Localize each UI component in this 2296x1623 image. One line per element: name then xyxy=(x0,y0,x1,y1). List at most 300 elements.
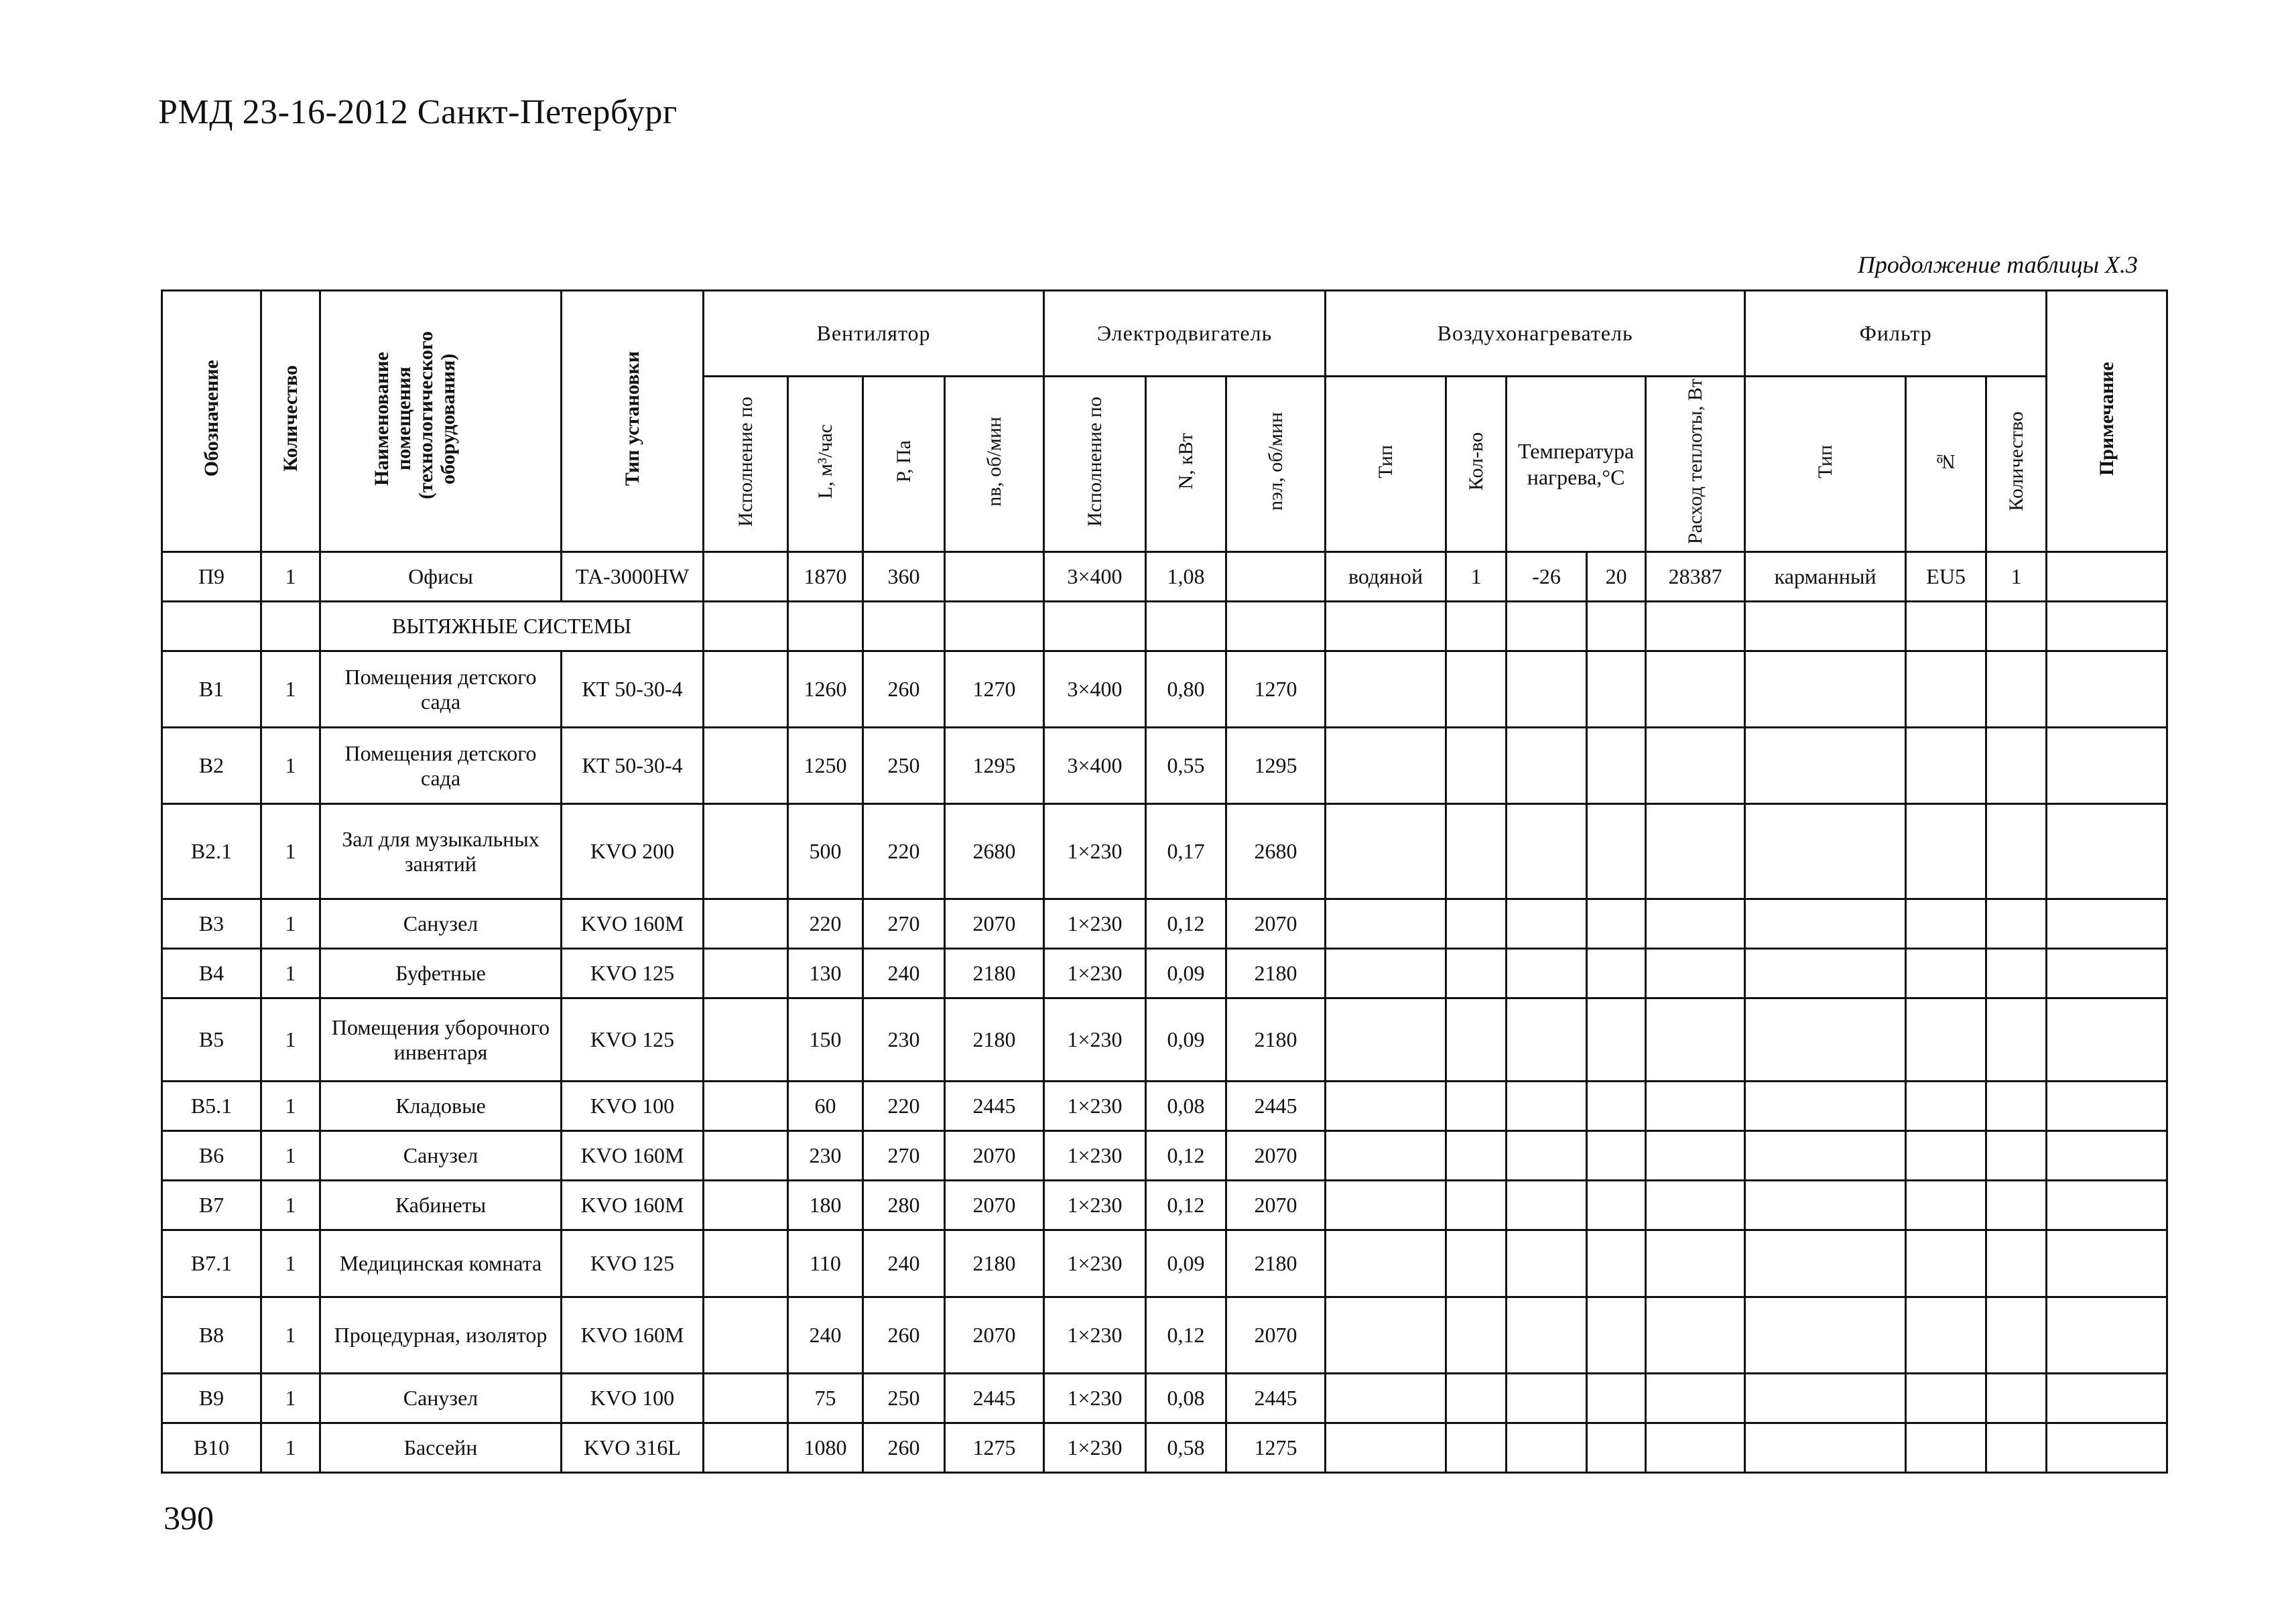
cell-fan-p: 260 xyxy=(863,651,945,728)
cell-id: П9 xyxy=(162,552,261,602)
cell-empty xyxy=(1507,1131,1587,1181)
cell-empty xyxy=(1507,1374,1587,1423)
cell-empty xyxy=(1507,1423,1587,1473)
cell-motor-speed: 1270 xyxy=(1226,651,1326,728)
cell-empty xyxy=(2047,949,2167,998)
cell-empty xyxy=(1986,728,2047,804)
cell-empty xyxy=(1326,1131,1446,1181)
cell-fan-exec xyxy=(704,949,788,998)
cell-empty xyxy=(2047,1230,2167,1297)
cell-empty xyxy=(1326,1082,1446,1131)
header-motor: Электродвигатель xyxy=(1044,291,1326,377)
cell-empty xyxy=(1906,1374,1986,1423)
cell-empty xyxy=(1446,1297,1507,1374)
cell-motor-speed: 2180 xyxy=(1226,1230,1326,1297)
page-number: 390 xyxy=(164,1499,214,1537)
cell-empty xyxy=(1326,728,1446,804)
cell-fan-p: 270 xyxy=(863,1131,945,1181)
header-quantity: Количество xyxy=(261,291,320,552)
cell-fan-exec xyxy=(704,1230,788,1297)
cell-motor-exec: 1×230 xyxy=(1044,1230,1146,1297)
table-row xyxy=(162,1297,2167,1374)
header-filter: Фильтр xyxy=(1745,291,2047,377)
cell-empty xyxy=(2047,1131,2167,1181)
cell-motor-power: 0,12 xyxy=(1146,1131,1226,1181)
cell-heater-flow: 28387 xyxy=(1646,552,1745,602)
cell-empty xyxy=(1507,651,1587,728)
section-title-exhaust: ВЫТЯЖНЫЕ СИСТЕМЫ xyxy=(320,602,704,651)
cell-empty xyxy=(1507,1082,1587,1131)
cell-empty xyxy=(1587,1423,1646,1473)
cell-unit: KVO 160M xyxy=(562,1181,704,1230)
table-row xyxy=(162,899,2167,949)
cell-fan-p: 250 xyxy=(863,1374,945,1423)
cell-fan-n: 2445 xyxy=(945,1374,1044,1423)
cell-fan-p: 220 xyxy=(863,804,945,899)
table-row xyxy=(162,1131,2167,1181)
cell-empty xyxy=(1587,998,1646,1082)
cell-qty: 1 xyxy=(261,899,320,949)
header-filter-count: Количество xyxy=(1986,377,2047,552)
cell-id: В5.1 xyxy=(162,1082,261,1131)
cell-motor-exec: 1×230 xyxy=(1044,1082,1146,1131)
cell-heater-count: 1 xyxy=(1446,552,1507,602)
cell-fan-n: 2180 xyxy=(945,949,1044,998)
cell-motor-power: 0,09 xyxy=(1146,949,1226,998)
cell-empty xyxy=(1326,1297,1446,1374)
cell-empty xyxy=(1507,949,1587,998)
cell-empty xyxy=(1507,1297,1587,1374)
cell-qty: 1 xyxy=(261,1082,320,1131)
header-unit-type: Тип установки xyxy=(562,291,704,552)
cell-empty xyxy=(2047,1082,2167,1131)
cell-filter-type: карманный xyxy=(1745,552,1906,602)
cell-fan-exec xyxy=(704,1374,788,1423)
cell-room: Буфетные xyxy=(320,949,562,998)
cell-empty xyxy=(1507,998,1587,1082)
cell-room: Бассейн xyxy=(320,1423,562,1473)
cell-empty xyxy=(2047,899,2167,949)
cell-fan-p: 240 xyxy=(863,1230,945,1297)
cell-qty: 1 xyxy=(261,1297,320,1374)
header-designation: Обозначение xyxy=(162,291,261,552)
cell-empty xyxy=(1646,1423,1745,1473)
cell-empty xyxy=(1906,804,1986,899)
cell-fan-l: 75 xyxy=(788,1374,863,1423)
header-fan-n: nв, об/мин xyxy=(945,377,1044,552)
cell-motor-power: 0,08 xyxy=(1146,1374,1226,1423)
cell-fan-l: 500 xyxy=(788,804,863,899)
cell-fan-p: 230 xyxy=(863,998,945,1082)
cell-id: В9 xyxy=(162,1374,261,1423)
cell-unit: KVO 316L xyxy=(562,1423,704,1473)
cell-empty xyxy=(1986,1230,2047,1297)
cell-empty xyxy=(1326,1374,1446,1423)
cell-fan-n: 2680 xyxy=(945,804,1044,899)
cell-room: Зал для музыкальных занятий xyxy=(320,804,562,899)
cell-motor-speed: 2680 xyxy=(1226,804,1326,899)
cell-empty xyxy=(2047,728,2167,804)
cell-empty xyxy=(1906,728,1986,804)
cell-empty xyxy=(1587,728,1646,804)
cell-fan-p: 280 xyxy=(863,1181,945,1230)
cell-motor-exec: 1×230 xyxy=(1044,1297,1146,1374)
cell-fan-p: 270 xyxy=(863,899,945,949)
cell-room: Санузел xyxy=(320,1374,562,1423)
cell-empty xyxy=(1986,949,2047,998)
cell-fan-l: 230 xyxy=(788,1131,863,1181)
cell-room: Офисы xyxy=(320,552,562,602)
cell-room: Медицинская комната xyxy=(320,1230,562,1297)
cell-motor-speed: 2445 xyxy=(1226,1082,1326,1131)
cell-motor-speed: 2070 xyxy=(1226,1131,1326,1181)
cell-empty xyxy=(1326,998,1446,1082)
cell-fan-exec xyxy=(704,804,788,899)
cell-empty xyxy=(1745,804,1906,899)
cell-empty xyxy=(1986,1423,2047,1473)
cell-motor-power: 1,08 xyxy=(1146,552,1226,602)
cell-empty xyxy=(1745,1131,1906,1181)
header-fan-l: L, м³/час xyxy=(788,377,863,552)
cell-qty: 1 xyxy=(261,552,320,602)
cell-empty xyxy=(1587,651,1646,728)
cell-fan-exec xyxy=(704,1297,788,1374)
cell-qty: 1 xyxy=(261,998,320,1082)
cell-motor-speed: 2070 xyxy=(1226,1297,1326,1374)
cell-empty xyxy=(1446,1131,1507,1181)
cell-fan-l: 130 xyxy=(788,949,863,998)
document-title: РМД 23-16-2012 Санкт-Петербург xyxy=(158,93,678,131)
cell-empty xyxy=(1646,1230,1745,1297)
cell-id: В4 xyxy=(162,949,261,998)
cell-fan-n: 2180 xyxy=(945,1230,1044,1297)
exhaust-rows xyxy=(162,651,2167,1473)
header-filter-type: Тип xyxy=(1745,377,1906,552)
cell-empty xyxy=(1986,1082,2047,1131)
header-heater-temp: Температура нагрева,°С xyxy=(1507,377,1646,552)
cell-empty xyxy=(1587,1181,1646,1230)
cell-room: Помещения детского сада xyxy=(320,728,562,804)
header-heater-count: Кол-во xyxy=(1446,377,1507,552)
cell-motor-power: 0,55 xyxy=(1146,728,1226,804)
cell-motor-speed xyxy=(1226,552,1326,602)
cell-fan-exec xyxy=(704,1181,788,1230)
cell-fan-n xyxy=(945,552,1044,602)
cell-fan-p: 250 xyxy=(863,728,945,804)
table-row xyxy=(162,998,2167,1082)
cell-empty xyxy=(1906,949,1986,998)
cell-fan-exec xyxy=(704,552,788,602)
cell-qty: 1 xyxy=(261,1230,320,1297)
cell-empty xyxy=(2047,1181,2167,1230)
cell-empty xyxy=(2047,1374,2167,1423)
cell-unit: KVO 200 xyxy=(562,804,704,899)
cell-id: В1 xyxy=(162,651,261,728)
cell-heater-type: водяной xyxy=(1326,552,1446,602)
cell-empty xyxy=(1587,804,1646,899)
cell-empty xyxy=(1587,1230,1646,1297)
cell-empty xyxy=(1906,1082,1986,1131)
table-row xyxy=(162,1181,2167,1230)
cell-fan-l: 240 xyxy=(788,1297,863,1374)
cell-empty xyxy=(1745,949,1906,998)
cell-empty xyxy=(1326,1181,1446,1230)
cell-empty xyxy=(1906,1230,1986,1297)
cell-id: В2 xyxy=(162,728,261,804)
cell-empty xyxy=(1446,1374,1507,1423)
cell-empty xyxy=(1745,651,1906,728)
cell-motor-power: 0,12 xyxy=(1146,899,1226,949)
cell-fan-l: 1250 xyxy=(788,728,863,804)
section-row xyxy=(162,602,2167,651)
cell-empty xyxy=(1587,1082,1646,1131)
cell-empty xyxy=(1446,899,1507,949)
cell-room: Помещения детского сада xyxy=(320,651,562,728)
cell-motor-power: 0,12 xyxy=(1146,1181,1226,1230)
cell-note xyxy=(2047,552,2167,602)
cell-qty: 1 xyxy=(261,728,320,804)
header-note: Примечание xyxy=(2047,291,2167,552)
cell-motor-exec: 3×400 xyxy=(1044,651,1146,728)
cell-id: В5 xyxy=(162,998,261,1082)
cell-empty xyxy=(1446,949,1507,998)
cell-qty: 1 xyxy=(261,949,320,998)
cell-unit: ТА-3000НW xyxy=(562,552,704,602)
cell-fan-n: 1275 xyxy=(945,1423,1044,1473)
cell-fan-l: 1080 xyxy=(788,1423,863,1473)
cell-motor-speed: 2180 xyxy=(1226,998,1326,1082)
table-row xyxy=(162,1374,2167,1423)
cell-id: В7 xyxy=(162,1181,261,1230)
table-row xyxy=(162,804,2167,899)
cell-empty xyxy=(1745,1082,1906,1131)
cell-id: В2.1 xyxy=(162,804,261,899)
cell-empty xyxy=(1587,949,1646,998)
cell-empty xyxy=(2047,651,2167,728)
header-heater-flow: Расход теплоты, Вт xyxy=(1646,377,1745,552)
cell-empty xyxy=(1646,1181,1745,1230)
cell-fan-l: 180 xyxy=(788,1181,863,1230)
cell-id: В6 xyxy=(162,1131,261,1181)
cell-fan-n: 1295 xyxy=(945,728,1044,804)
cell-empty xyxy=(1906,1297,1986,1374)
cell-fan-p: 260 xyxy=(863,1297,945,1374)
table-row xyxy=(162,1082,2167,1131)
cell-motor-exec: 1×230 xyxy=(1044,1181,1146,1230)
cell-motor-exec: 1×230 xyxy=(1044,1423,1146,1473)
cell-fan-exec xyxy=(704,1423,788,1473)
cell-empty xyxy=(1906,1423,1986,1473)
cell-motor-exec: 3×400 xyxy=(1044,728,1146,804)
cell-empty xyxy=(1326,1423,1446,1473)
cell-fan-p: 220 xyxy=(863,1082,945,1131)
cell-qty: 1 xyxy=(261,651,320,728)
cell-empty xyxy=(1646,998,1745,1082)
cell-empty xyxy=(1745,1230,1906,1297)
cell-motor-power: 0,17 xyxy=(1146,804,1226,899)
header-motor-exec: Исполнение по xyxy=(1044,377,1146,552)
cell-fan-n: 2070 xyxy=(945,899,1044,949)
cell-empty xyxy=(1446,998,1507,1082)
cell-empty xyxy=(1986,899,2047,949)
cell-motor-exec: 1×230 xyxy=(1044,998,1146,1082)
cell-heater-temp-in: -26 xyxy=(1507,552,1587,602)
cell-unit: KVO 160M xyxy=(562,1131,704,1181)
cell-qty: 1 xyxy=(261,1131,320,1181)
cell-unit: KVO 100 xyxy=(562,1374,704,1423)
cell-fan-l: 220 xyxy=(788,899,863,949)
cell-empty xyxy=(1646,1374,1745,1423)
cell-fan-n: 1270 xyxy=(945,651,1044,728)
equipment-table xyxy=(161,289,2168,1474)
cell-motor-power: 0,09 xyxy=(1146,998,1226,1082)
cell-empty xyxy=(1446,1230,1507,1297)
cell-empty xyxy=(1326,804,1446,899)
cell-empty xyxy=(1906,651,1986,728)
cell-motor-exec: 1×230 xyxy=(1044,804,1146,899)
header-heater: Воздухонагреватель xyxy=(1326,291,1745,377)
cell-unit: КТ 50-30-4 xyxy=(562,728,704,804)
table-row xyxy=(162,728,2167,804)
cell-motor-power: 0,08 xyxy=(1146,1082,1226,1131)
header-heater-type: Тип xyxy=(1326,377,1446,552)
cell-motor-exec: 1×230 xyxy=(1044,1374,1146,1423)
header-filter-number: № xyxy=(1906,377,1986,552)
cell-empty xyxy=(1446,804,1507,899)
cell-fan-l: 1260 xyxy=(788,651,863,728)
cell-empty xyxy=(1446,1181,1507,1230)
cell-empty xyxy=(1646,1297,1745,1374)
cell-fan-exec xyxy=(704,998,788,1082)
cell-empty xyxy=(1646,1082,1745,1131)
table-row xyxy=(162,949,2167,998)
cell-empty xyxy=(1745,998,1906,1082)
cell-motor-power: 0,09 xyxy=(1146,1230,1226,1297)
cell-motor-power: 0,80 xyxy=(1146,651,1226,728)
cell-motor-exec: 3×400 xyxy=(1044,552,1146,602)
cell-empty xyxy=(1446,1423,1507,1473)
cell-fan-exec xyxy=(704,1131,788,1181)
cell-fan-exec xyxy=(704,899,788,949)
table-row xyxy=(162,552,2167,602)
cell-empty xyxy=(1646,804,1745,899)
header-fan: Вентилятор xyxy=(704,291,1044,377)
cell-motor-power: 0,58 xyxy=(1146,1423,1226,1473)
cell-motor-speed: 1275 xyxy=(1226,1423,1326,1473)
cell-empty xyxy=(1745,1297,1906,1374)
cell-qty: 1 xyxy=(261,1423,320,1473)
cell-empty xyxy=(1446,728,1507,804)
cell-motor-exec: 1×230 xyxy=(1044,899,1146,949)
cell-empty xyxy=(2047,1423,2167,1473)
cell-motor-exec: 1×230 xyxy=(1044,949,1146,998)
header-motor-n-power: N, кВт xyxy=(1146,377,1226,552)
cell-empty xyxy=(2047,804,2167,899)
cell-empty xyxy=(1646,651,1745,728)
header-fan-exec: Исполнение по xyxy=(704,377,788,552)
cell-qty: 1 xyxy=(261,1374,320,1423)
cell-empty xyxy=(1587,899,1646,949)
cell-fan-n: 2180 xyxy=(945,998,1044,1082)
cell-id: В3 xyxy=(162,899,261,949)
cell-id: В10 xyxy=(162,1423,261,1473)
cell-empty xyxy=(1507,728,1587,804)
cell-motor-exec: 1×230 xyxy=(1044,1131,1146,1181)
cell-fan-p: 240 xyxy=(863,949,945,998)
table-row xyxy=(162,1230,2167,1297)
cell-motor-speed: 2445 xyxy=(1226,1374,1326,1423)
header-motor-n-speed: nэл, об/мин xyxy=(1226,377,1326,552)
cell-empty xyxy=(1326,1230,1446,1297)
cell-fan-l: 60 xyxy=(788,1082,863,1131)
cell-motor-speed: 2070 xyxy=(1226,1181,1326,1230)
cell-fan-l: 110 xyxy=(788,1230,863,1297)
cell-room: Процедурная, изолятор xyxy=(320,1297,562,1374)
cell-empty xyxy=(1446,1082,1507,1131)
cell-motor-speed: 1295 xyxy=(1226,728,1326,804)
cell-empty xyxy=(1986,1131,2047,1181)
cell-filter-number: EU5 xyxy=(1906,552,1986,602)
header-row-groups xyxy=(162,291,2167,377)
cell-fan-exec xyxy=(704,651,788,728)
cell-fan-n: 2070 xyxy=(945,1181,1044,1230)
cell-empty xyxy=(1646,899,1745,949)
cell-room: Санузел xyxy=(320,1131,562,1181)
cell-fan-n: 2070 xyxy=(945,1297,1044,1374)
cell-motor-speed: 2180 xyxy=(1226,949,1326,998)
cell-motor-power: 0,12 xyxy=(1146,1297,1226,1374)
cell-empty xyxy=(1986,1181,2047,1230)
cell-empty xyxy=(1986,998,2047,1082)
cell-fan-exec xyxy=(704,1082,788,1131)
cell-empty xyxy=(1745,1374,1906,1423)
cell-empty xyxy=(1587,1374,1646,1423)
cell-empty xyxy=(2047,998,2167,1082)
cell-fan-n: 2445 xyxy=(945,1082,1044,1131)
cell-unit: KVO 160M xyxy=(562,1297,704,1374)
cell-empty xyxy=(1906,1181,1986,1230)
header-fan-p: Р, Па xyxy=(863,377,945,552)
cell-filter-count: 1 xyxy=(1986,552,2047,602)
cell-fan-n: 2070 xyxy=(945,1131,1044,1181)
table-row xyxy=(162,651,2167,728)
cell-id: В7.1 xyxy=(162,1230,261,1297)
table-continuation-note: Продолжение таблицы Х.3 xyxy=(1857,251,2138,278)
cell-unit: КТ 50-30-4 xyxy=(562,651,704,728)
cell-empty xyxy=(1326,899,1446,949)
cell-qty: 1 xyxy=(261,1181,320,1230)
table-row xyxy=(162,1423,2167,1473)
cell-fan-p: 260 xyxy=(863,1423,945,1473)
cell-empty xyxy=(1507,804,1587,899)
cell-empty xyxy=(1326,651,1446,728)
cell-unit: KVO 100 xyxy=(562,1082,704,1131)
cell-empty xyxy=(1986,804,2047,899)
cell-empty xyxy=(1507,1230,1587,1297)
cell-empty xyxy=(1446,651,1507,728)
cell-heater-temp-out: 20 xyxy=(1587,552,1646,602)
cell-empty xyxy=(1986,651,2047,728)
cell-empty xyxy=(1587,1131,1646,1181)
cell-fan-exec xyxy=(704,728,788,804)
header-room-name: Наименование помещения (технологического оборудования) xyxy=(320,291,562,552)
cell-empty xyxy=(1646,728,1745,804)
cell-motor-speed: 2070 xyxy=(1226,899,1326,949)
cell-qty: 1 xyxy=(261,804,320,899)
cell-unit: KVO 160M xyxy=(562,899,704,949)
cell-id: В8 xyxy=(162,1297,261,1374)
cell-empty xyxy=(1906,899,1986,949)
